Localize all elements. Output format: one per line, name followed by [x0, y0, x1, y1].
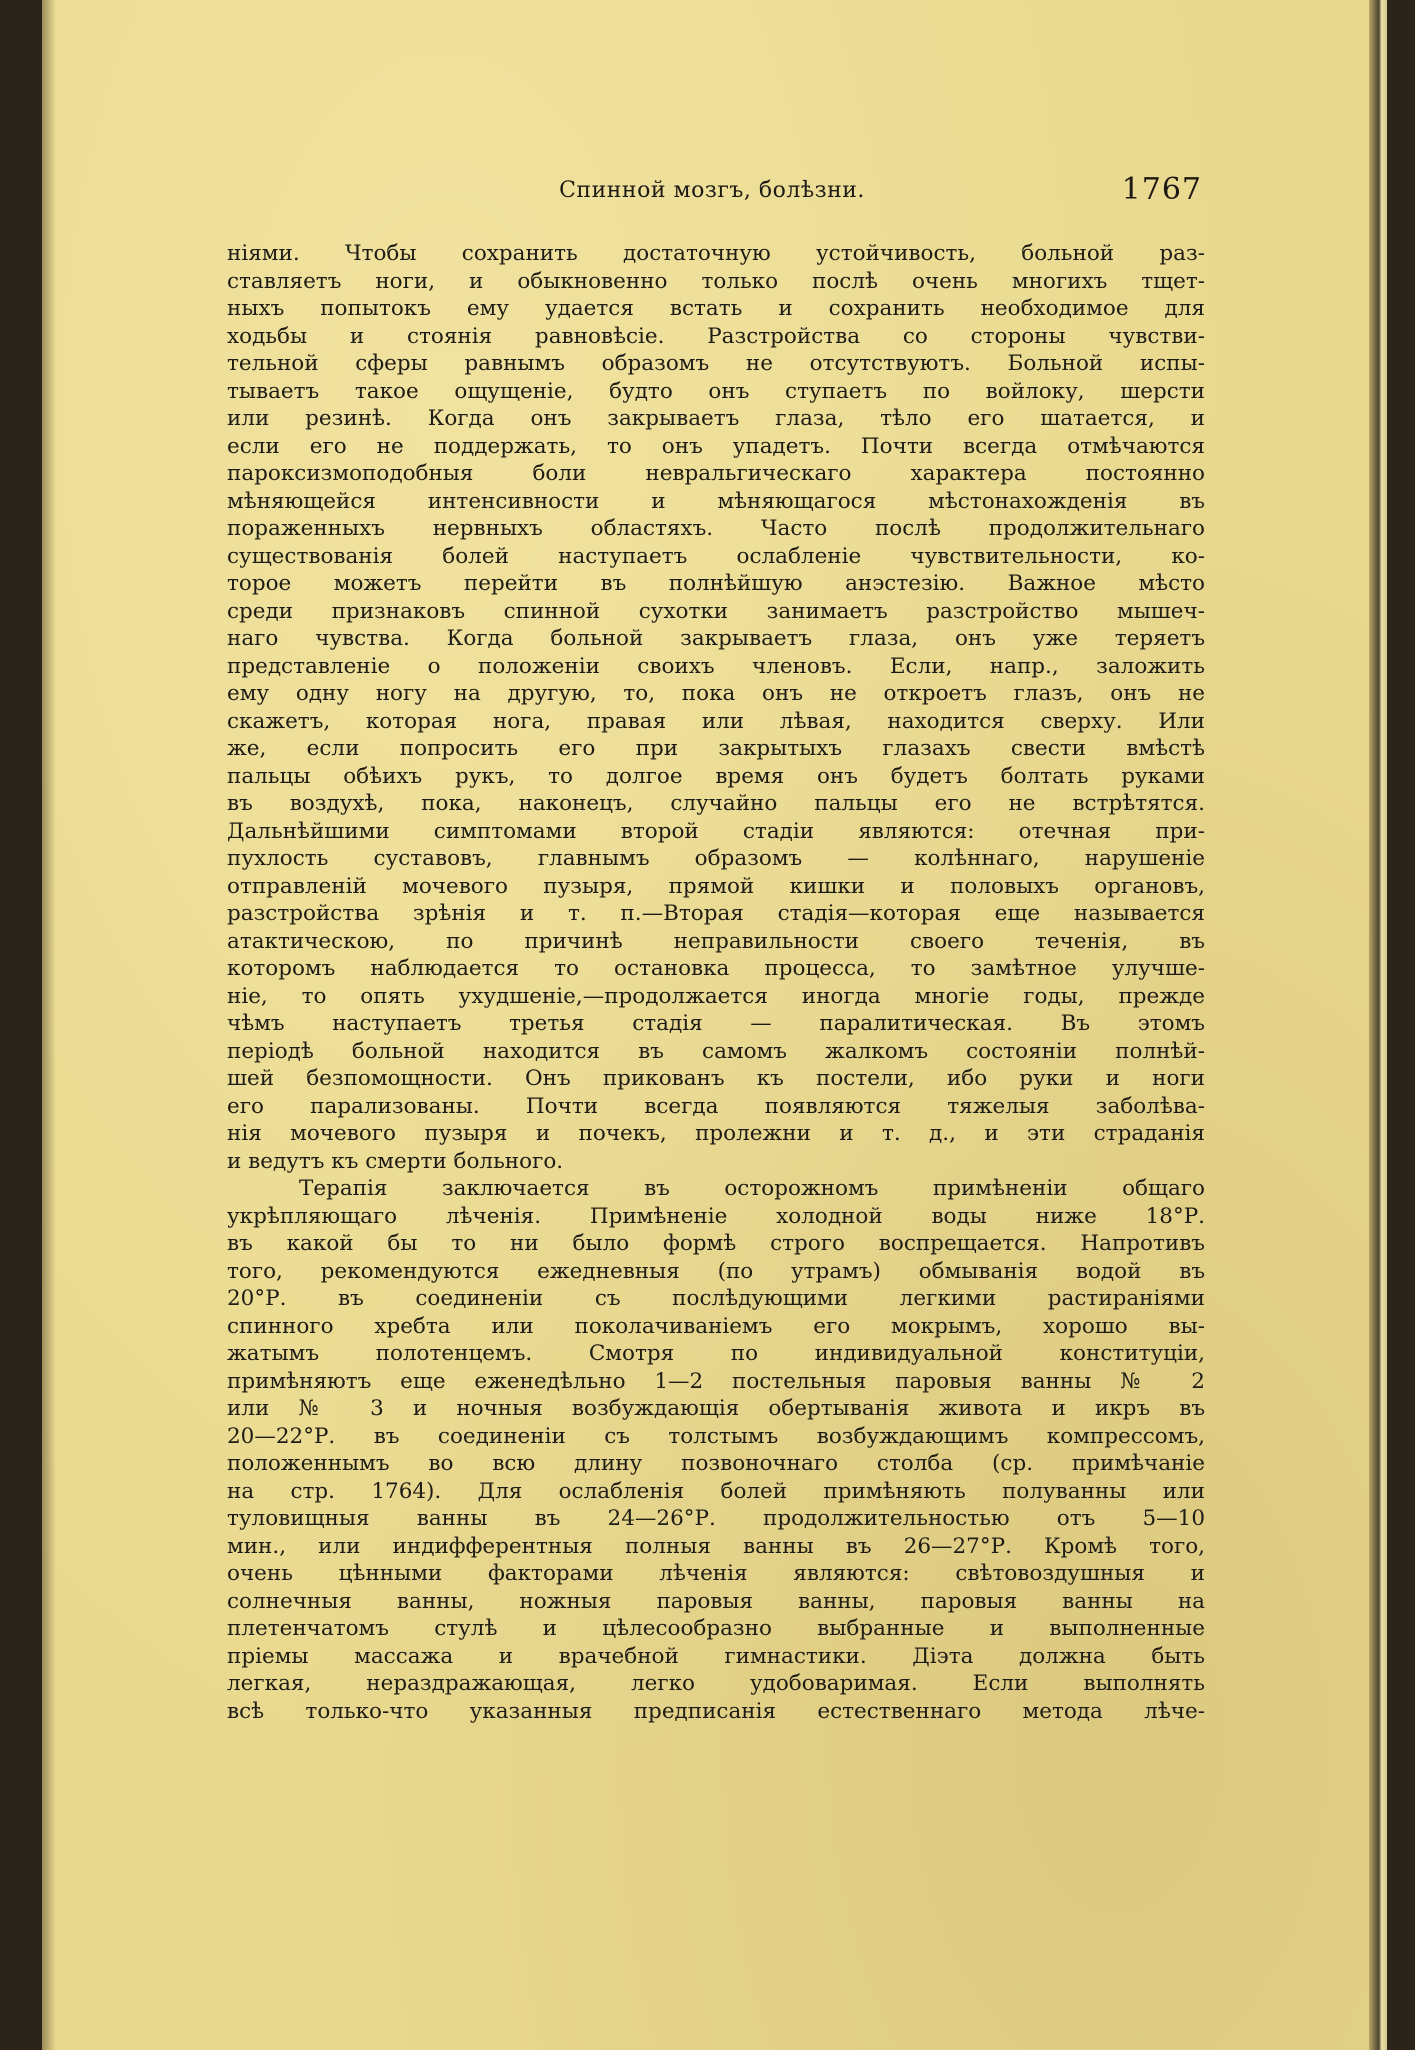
page-fold	[1369, 0, 1387, 2050]
text-line: если его не поддержать, то онъ упадетъ. Почти всегда отмѣчаются	[227, 433, 1205, 459]
text-line: отправленій мочевого пузыря, прямой кишки и половыхъ органовъ,	[227, 873, 1205, 899]
book-page	[42, 0, 1387, 2050]
text-line: шей безпомощности. Онъ прикованъ къ постели, ибо руки и ноги	[227, 1066, 1205, 1091]
text-line: ему одну ногу на другую, то, пока онъ не откроетъ глазъ, онъ не	[227, 681, 1205, 706]
text-line: на стр. 1764). Для ослабленія болей примѣняють полуванны или	[227, 1478, 1205, 1504]
text-line: ставляетъ ноги, и обыкновенно только послѣ очень многихъ тщет-	[227, 268, 1205, 294]
text-line: и ведутъ къ смерти больного.	[227, 1148, 564, 1174]
text-line: ніями. Чтобы сохранить достаточную устойчивость, больной раз-	[227, 241, 1205, 266]
text-line: наго чувства. Когда больной закрываетъ глаза, онъ уже теряетъ	[227, 626, 1205, 651]
text-line: 20°Р. въ соединеніи съ послѣдующими легкими растираніями	[227, 1286, 1205, 1311]
page-number: 1767	[1121, 172, 1202, 207]
text-line: чѣмъ наступаетъ третья стадія — паралитическая. Въ этомъ	[227, 1011, 1205, 1036]
text-line: плетенчатомъ стулѣ и цѣлесообразно выбранные и выполненные	[227, 1616, 1205, 1641]
text-line: представленіе о положеніи своихъ членовъ. Если, напр., заложить	[227, 653, 1205, 679]
text-line: примѣняютъ еще еженедѣльно 1—2 постельныя паровыя ванны № 2	[227, 1368, 1205, 1394]
text-line: пароксизмоподобныя боли невральгическаго характера постоянно	[227, 461, 1205, 486]
text-line: того, рекомендуются ежедневныя (по утрамъ) обмыванія водой въ	[227, 1258, 1205, 1284]
text-line: періодѣ больной находится въ самомъ жалкомъ состояніи полнѣй-	[227, 1038, 1205, 1064]
text-line: или резинѣ. Когда онъ закрываетъ глаза, тѣло его шатается, и	[227, 406, 1205, 431]
text-line: пріемы массажа и врачебной гимнастики. Діэта должна быть	[227, 1643, 1205, 1669]
page-edge-shadow	[42, 0, 56, 2050]
text-line: тельной сферы равнымъ образомъ не отсутствуютъ. Больной испы-	[227, 351, 1205, 376]
text-line: скажетъ, которая нога, правая или лѣвая, находится сверху. Или	[227, 708, 1205, 734]
running-title: Спинной мозгъ, болѣзни.	[559, 178, 865, 203]
text-line: пораженныхъ нервныхъ областяхъ. Часто послѣ продолжительнаго	[227, 516, 1205, 541]
running-header	[222, 172, 1202, 222]
text-line: пальцы обѣихъ рукъ, то долгое время онъ будетъ болтать руками	[227, 763, 1205, 789]
text-line: тываетъ такое ощущеніе, будто онъ ступаетъ по войлоку, шерсти	[227, 378, 1205, 404]
text-line: среди признаковъ спинной сухотки занимаетъ разстройство мышеч-	[227, 598, 1205, 624]
text-line: положеннымъ во всю длину позвоночнаго столба (ср. примѣчаніе	[227, 1451, 1205, 1476]
text-line: мѣняющейся интенсивности и мѣняющагося мѣстонахожденія въ	[227, 488, 1205, 514]
text-line: Терапія заключается въ осторожномъ примѣненіи общаго	[299, 1176, 1205, 1201]
text-line: его парализованы. Почти всегда появляются тяжелыя заболѣва-	[227, 1093, 1205, 1119]
text-line: 20—22°Р. въ соединеніи съ толстымъ возбуждающимъ компрессомъ,	[227, 1423, 1205, 1449]
body-text	[227, 240, 1205, 1725]
text-line: легкая, нераздражающая, легко удобоваримая. Если выполнять	[227, 1671, 1205, 1696]
text-line: существованія болей наступаетъ ослабленіе чувствительности, ко-	[227, 543, 1205, 569]
text-line: въ воздухѣ, пока, наконецъ, случайно пальцы его не встрѣтятся.	[227, 791, 1205, 816]
text-line: пухлость суставовъ, главнымъ образомъ — колѣннаго, нарушеніе	[227, 846, 1205, 871]
text-line: мин., или индифферентныя полныя ванны въ 26—27°Р. Кромѣ того,	[227, 1533, 1205, 1559]
text-line: спинного хребта или поколачиваніемъ его мокрымъ, хорошо вы-	[227, 1313, 1205, 1339]
text-line: или № 3 и ночныя возбуждающія обертыванія живота и икръ въ	[227, 1396, 1205, 1421]
text-line: жатымъ полотенцемъ. Смотря по индивидуальной конституціи,	[227, 1341, 1205, 1366]
text-line: ныхъ попытокъ ему удается встать и сохранить необходимое для	[227, 296, 1205, 321]
text-line: атактическою, по причинѣ неправильности своего теченія, въ	[227, 928, 1205, 954]
text-line: туловищныя ванны въ 24—26°Р. продолжительностью отъ 5—10	[227, 1506, 1205, 1531]
text-line: солнечныя ванны, ножныя паровыя ванны, паровыя ванны на	[227, 1588, 1205, 1614]
text-line: разстройства зрѣнія и т. п.—Вторая стадія—которая еще называется	[227, 901, 1205, 926]
text-line: ніе, то опять ухудшеніе,—продолжается иногда многіе годы, прежде	[227, 983, 1205, 1009]
text-line: нія мочевого пузыря и почекъ, пролежни и т. д., и эти страданія	[227, 1121, 1205, 1146]
text-line: которомъ наблюдается то остановка процесса, то замѣтное улучше-	[227, 956, 1205, 981]
text-line: торое можетъ перейти въ полнѣйшую анэстезію. Важное мѣсто	[227, 571, 1205, 596]
text-line: очень цѣнными факторами лѣченія являются: свѣтовоздушныя и	[227, 1561, 1205, 1586]
text-line: Дальнѣйшими симптомами второй стадіи являются: отечная при-	[227, 818, 1205, 844]
text-line: же, если попросить его при закрытыхъ глазахъ свести вмѣстѣ	[227, 736, 1205, 761]
text-line: въ какой бы то ни было формѣ строго воспрещается. Напротивъ	[227, 1231, 1205, 1256]
text-line: укрѣпляющаго лѣченія. Примѣненіе холодной воды ниже 18°Р.	[227, 1203, 1205, 1229]
text-line: всѣ только-что указанныя предписанія естественнаго метода лѣче-	[227, 1698, 1205, 1724]
text-line: ходьбы и стоянія равновѣсіе. Разстройства со стороны чувстви-	[227, 323, 1205, 349]
